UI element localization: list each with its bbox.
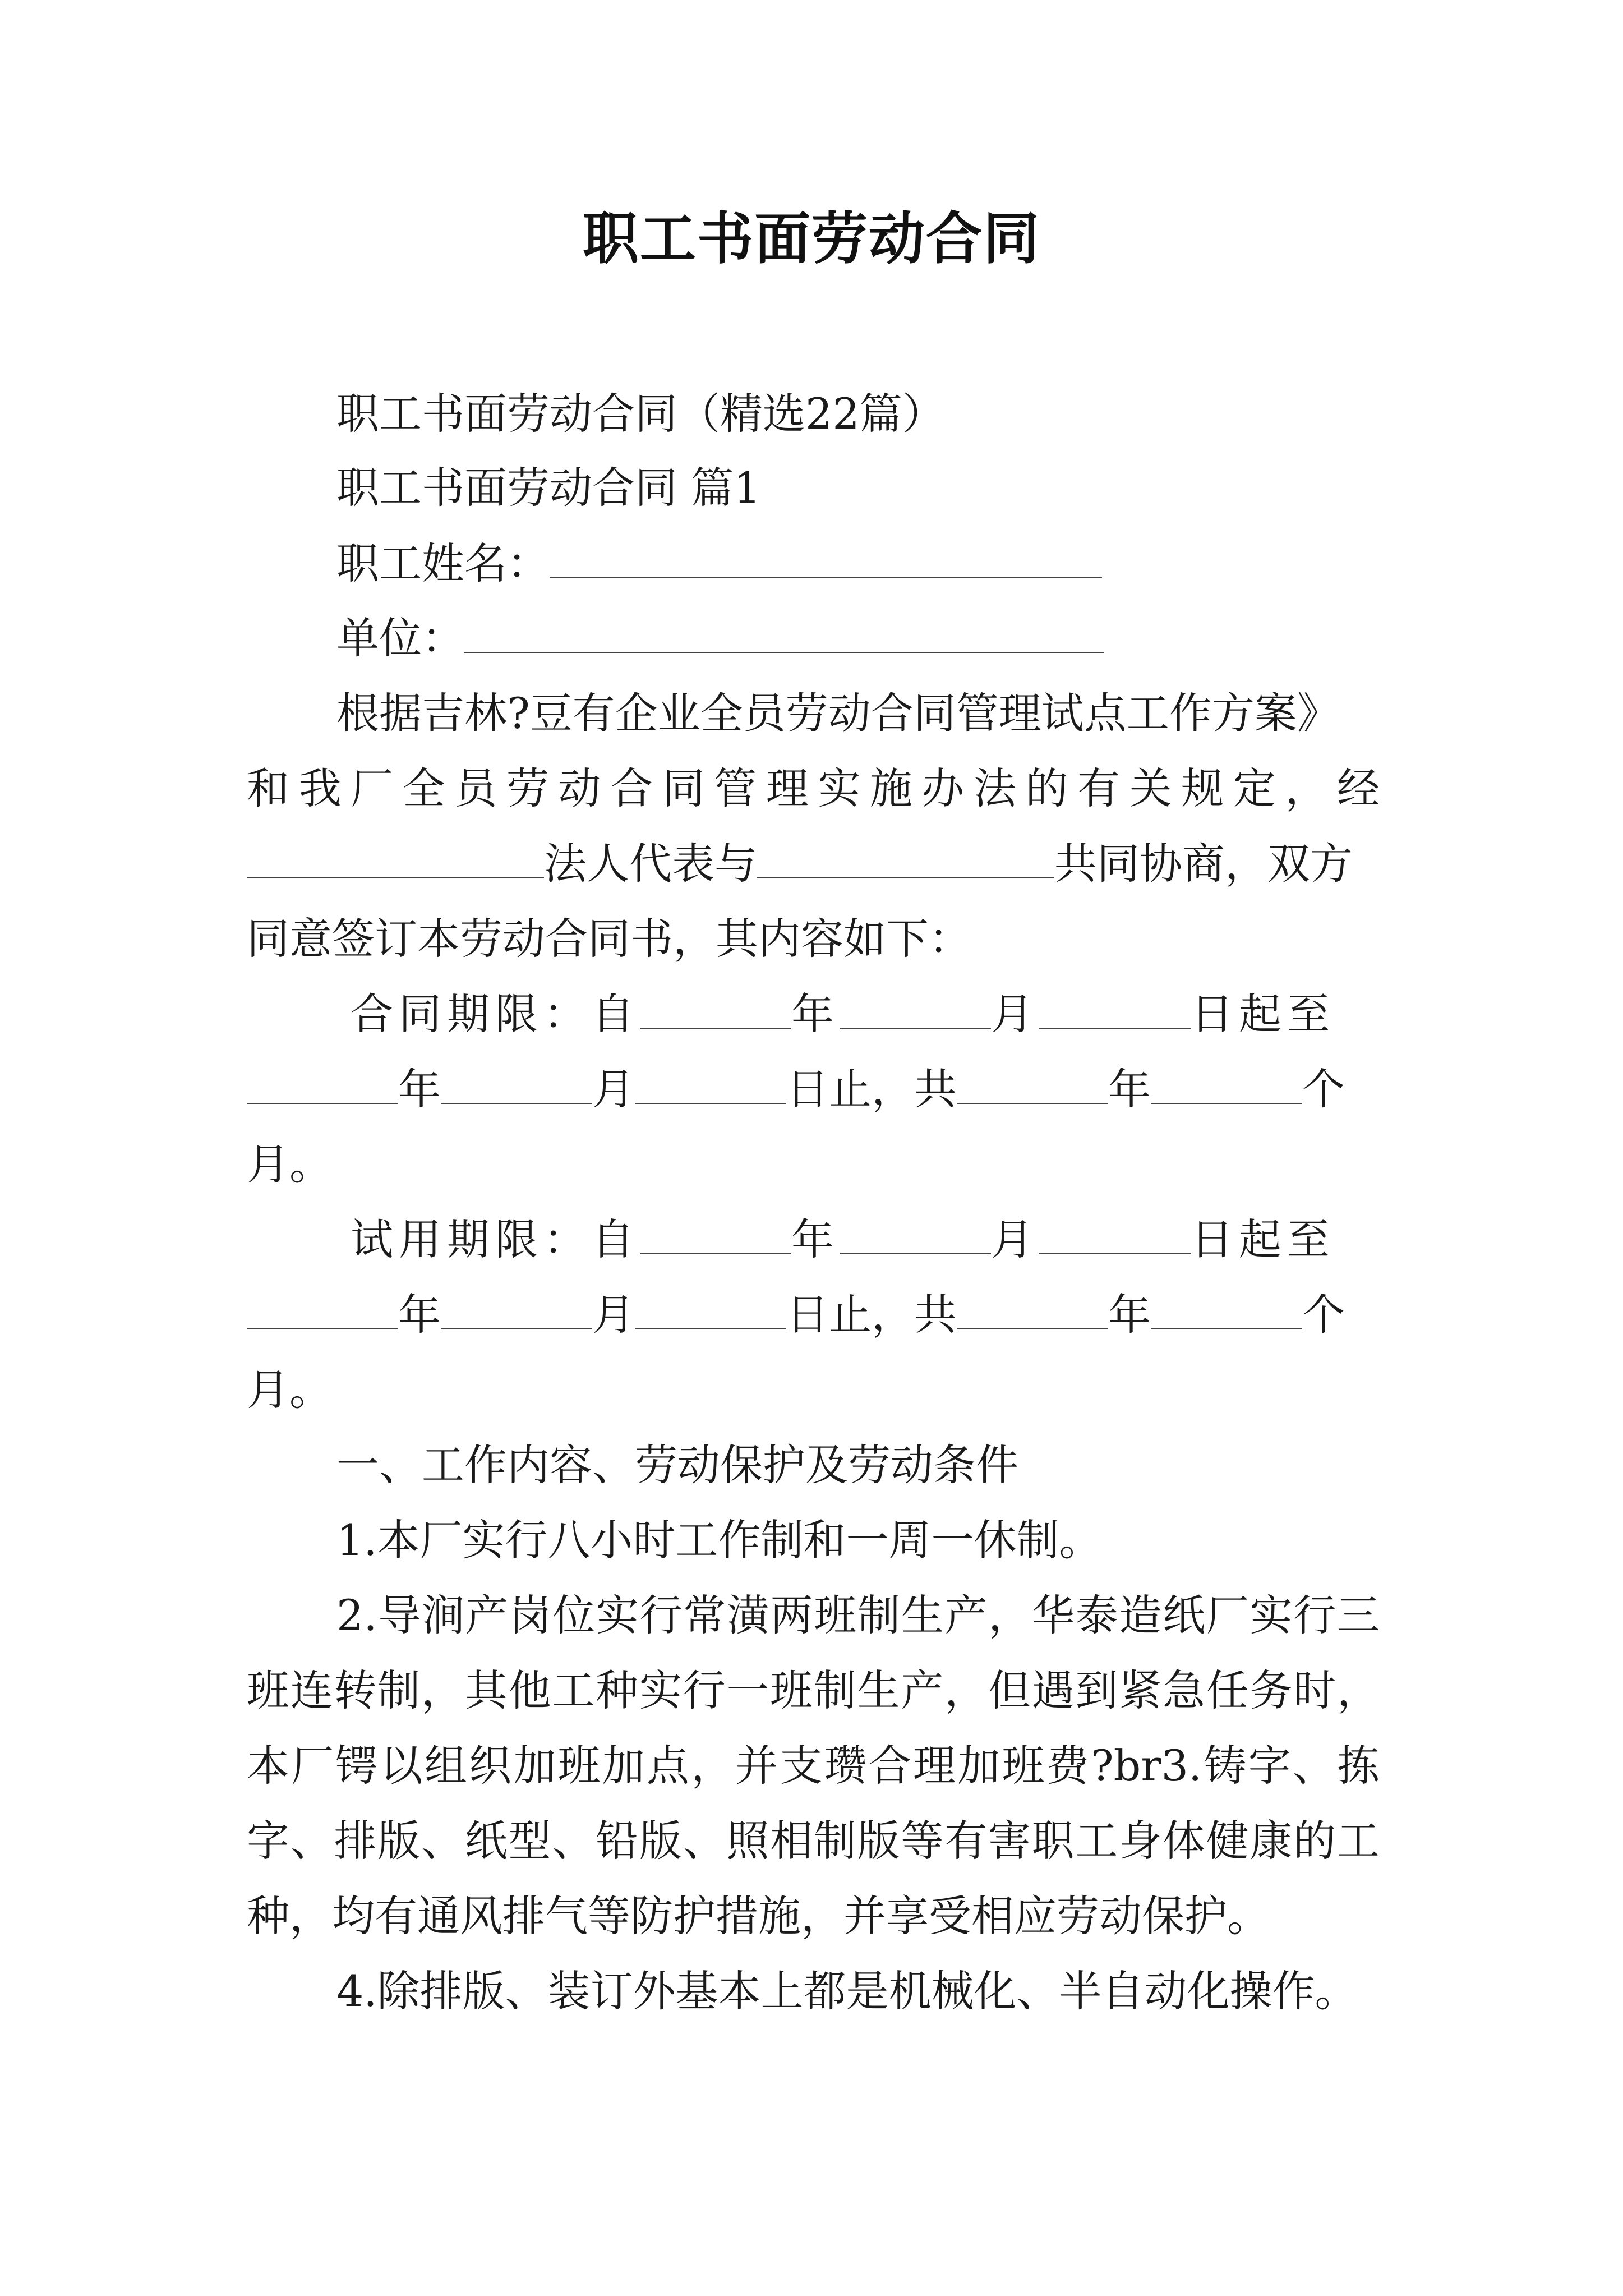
probation-month-unit: 月 [991, 1214, 1039, 1264]
unit-label: 单位： [336, 613, 464, 663]
contract-year-unit-2: 年 [398, 1064, 441, 1114]
probation-year-unit-3: 年 [1108, 1290, 1151, 1340]
page-title: 职工书面劳动合同 [583, 205, 1040, 272]
probation-day-to: 日止，共 [786, 1290, 957, 1340]
probation-end-day-blank [635, 1295, 786, 1329]
party-blank [757, 844, 1054, 878]
section-heading: 职工书面劳动合同 篇1 [336, 463, 761, 513]
section1-heading: 一、工作内容、劳动保护及劳动条件 [336, 1440, 1018, 1490]
unit-blank [464, 618, 1104, 653]
probation-month-unit-2: 月 [592, 1290, 635, 1340]
section1-item-2-line-2: 班连转制，其他工种实行一班制生产，但遇到紧急任务时， [247, 1665, 1380, 1715]
probation-total-month-blank [1151, 1295, 1302, 1329]
contract-month-count-unit: 个 [1302, 1064, 1345, 1114]
contract-month-unit-2: 月 [592, 1064, 635, 1114]
contract-start-month-blank [840, 994, 991, 1029]
probation-start-month-blank [840, 1220, 991, 1254]
probation-term-label: 试用期限：自 [351, 1214, 640, 1264]
contract-day-to: 日止，共 [786, 1064, 957, 1114]
probation-month-count-unit: 个 [1302, 1290, 1345, 1340]
worker-name-row [336, 536, 1102, 592]
probation-total-year-blank [957, 1295, 1108, 1329]
probation-day-from: 日起至 [1191, 1214, 1335, 1264]
intro-line-3-b: 共同协商，双方 [1054, 839, 1353, 889]
section1-item-2-line-4: 字、排版、纸型、铅版、照相制版等有害职工身体健康的工 [247, 1816, 1380, 1866]
contract-day-from: 日起至 [1191, 989, 1335, 1039]
contract-term-row-3: 月。 [247, 1139, 332, 1189]
contract-total-month-blank [1151, 1069, 1302, 1104]
probation-year-unit: 年 [791, 1214, 840, 1264]
intro-line-3 [247, 836, 1353, 892]
legal-rep-blank [247, 844, 544, 878]
contract-term-row-1 [351, 986, 1335, 1042]
contract-total-year-blank [957, 1069, 1108, 1104]
probation-term-row-3: 月。 [247, 1365, 332, 1415]
contract-end-year-blank [247, 1069, 398, 1104]
contract-term-row-2 [247, 1061, 1345, 1117]
probation-start-year-blank [640, 1220, 791, 1254]
unit-row [336, 610, 1104, 666]
section1-item-2-line-1: 2.导涧产岗位实行常潢两班制生产，华泰造纸厂实行三 [336, 1590, 1380, 1640]
intro-line-3-a: 法人代表与 [544, 839, 757, 889]
contract-year-unit-3: 年 [1108, 1064, 1151, 1114]
contract-start-year-blank [640, 994, 791, 1029]
contract-end-day-blank [635, 1069, 786, 1104]
intro-line-2: 和我厂全员劳动合同管理实施办法的有关规定，经 [247, 763, 1380, 813]
worker-name-label: 职工姓名： [336, 539, 550, 588]
contract-end-month-blank [441, 1069, 592, 1104]
worker-name-blank [550, 544, 1102, 578]
probation-term-row-2 [247, 1287, 1345, 1343]
section1-item-1: 1.本厂实行八小时工作制和一周一休制。 [336, 1515, 1102, 1565]
probation-end-month-blank [441, 1295, 592, 1329]
probation-end-year-blank [247, 1295, 398, 1329]
contract-start-day-blank [1039, 994, 1191, 1029]
subtitle: 职工书面劳动合同（精选22篇） [336, 389, 945, 439]
section1-item-2-line-5: 种，均有通风排气等防护措施，并享受相应劳动保护。 [247, 1891, 1270, 1941]
contract-year-unit: 年 [791, 989, 840, 1039]
intro-line-1: 根据吉林?豆有企业全员劳动合同管理试点工作方案》 [336, 688, 1340, 738]
probation-start-day-blank [1039, 1220, 1191, 1254]
section1-item-4: 4.除排版、装订外基本上都是机械化、半自动化操作。 [336, 1966, 1358, 2016]
contract-term-label: 合同期限：自 [351, 989, 640, 1039]
probation-year-unit-2: 年 [398, 1290, 441, 1340]
probation-term-row-1 [351, 1212, 1335, 1268]
intro-line-4: 同意签订本劳动合同书，其内容如下： [247, 914, 971, 964]
section1-item-2-line-3: 本厂锷以组织加班加点，并支瓒合理加班费?br3.铸字、拣 [247, 1741, 1380, 1791]
contract-month-unit: 月 [991, 989, 1039, 1039]
